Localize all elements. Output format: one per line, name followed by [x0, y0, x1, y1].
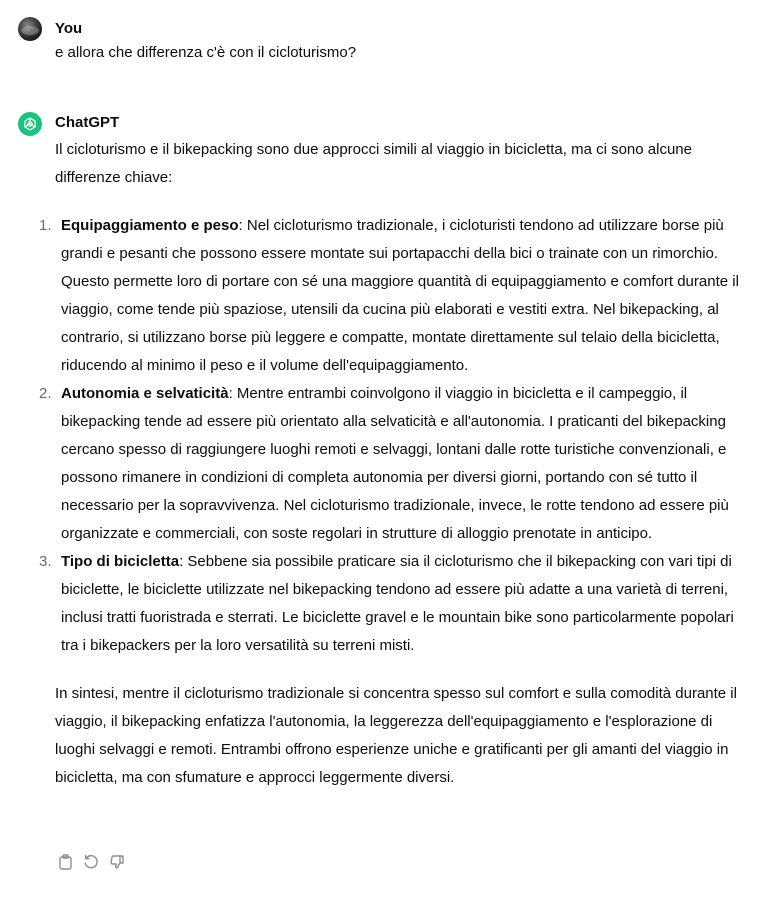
conclusion-paragraph: In sintesi, mentre il cicloturismo tradizionale si concentra spesso sul comfort e sulla comodità durante il viaggio, il bikepacking enfatizza l'autonomia, la leggerezza dell'equipaggiamento e l'esplorazione di luoghi selvaggi e remoti. Entrambi offrono esperienze uniche e gratificanti per gli amanti del viaggio in bicicletta, ma con sfumature e approcci leggermente diversi.	[55, 685, 737, 786]
list-item-text: : Nel cicloturismo tradizionale, i cicloturisti tendono ad utilizzare borse più grandi e pesanti che possono essere montate sui portapacchi della bici o trainate con un rimorchio. Questo permette loro di portare con sé una maggiore quantità di equipaggiamento e comfort durante il viaggio, come tende più spaziose, utensili da cucina più elaborati e vestiti extra. Nel bikepacking, al contrario, si utilizzano borse più leggere e compatte, montate direttamente sul telaio della bicicletta, riducendo al minimo il peso e il volume dell'equipaggiamento.	[61, 217, 739, 374]
list-item	[39, 548, 755, 660]
assistant-author-name: ChatGPT	[55, 114, 120, 131]
user-avatar[interactable]	[18, 17, 42, 41]
list-item-term: Autonomia e selvaticità	[61, 385, 229, 402]
list-item-text: : Mentre entrambi coinvolgono il viaggio in bicicletta e il campeggio, il bikepacking tende ad essere più orientato alla selvaticità e all'autonomia. I praticanti del bikepacking cercano spesso di raggiungere luoghi remoti e selvaggi, lontani dalle rotte turistiche convenzionali, e possono rimanere in condizioni di completa autonomia per diversi giorni, portando con sé tutto il necessario per la sopravvivenza. Nel cicloturismo tradizionale, invece, le rotte tendono ad essere più organizzate e commerciali, con soste regolari in strutture di alloggio prenotate in anticipo.	[61, 385, 729, 542]
message-actions	[57, 854, 125, 870]
list-number: 1.	[39, 217, 52, 234]
assistant-message-content	[39, 136, 755, 792]
thumbs-down-icon	[109, 854, 125, 870]
list-item	[39, 212, 755, 380]
list-item-text: : Sebbene sia possibile praticare sia il cicloturismo che il bikepacking con vari tipi di biciclette, le biciclette utilizzate nel bikepacking tendono ad essere più adatte a una varietà di terreni, inclusi tratti fuoristrada e sterrati. Le biciclette gravel e le mountain bike sono particolarmente popolari tra i bikepackers per la loro versatilità su terreni misti.	[61, 553, 734, 654]
clipboard-icon	[58, 854, 73, 870]
list-item	[39, 380, 755, 548]
user-message-text: e allora che differenza c'è con il cicloturismo?	[55, 44, 357, 61]
chatgpt-logo-icon	[18, 112, 42, 136]
list-number: 3.	[39, 553, 52, 570]
thumbs-down-button[interactable]	[109, 854, 125, 870]
list-number: 2.	[39, 385, 52, 402]
user-author-name: You	[55, 20, 83, 37]
intro-paragraph: Il cicloturismo e il bikepacking sono due approcci simili al viaggio in bicicletta, ma ci sono alcune differenze chiave:	[55, 141, 692, 186]
regenerate-icon	[83, 854, 99, 870]
differences-list	[39, 212, 755, 660]
list-item-term: Equipaggiamento e peso	[61, 217, 239, 234]
copy-button[interactable]	[57, 854, 73, 870]
list-item-term: Tipo di bicicletta	[61, 553, 180, 570]
regenerate-button[interactable]	[83, 854, 99, 870]
